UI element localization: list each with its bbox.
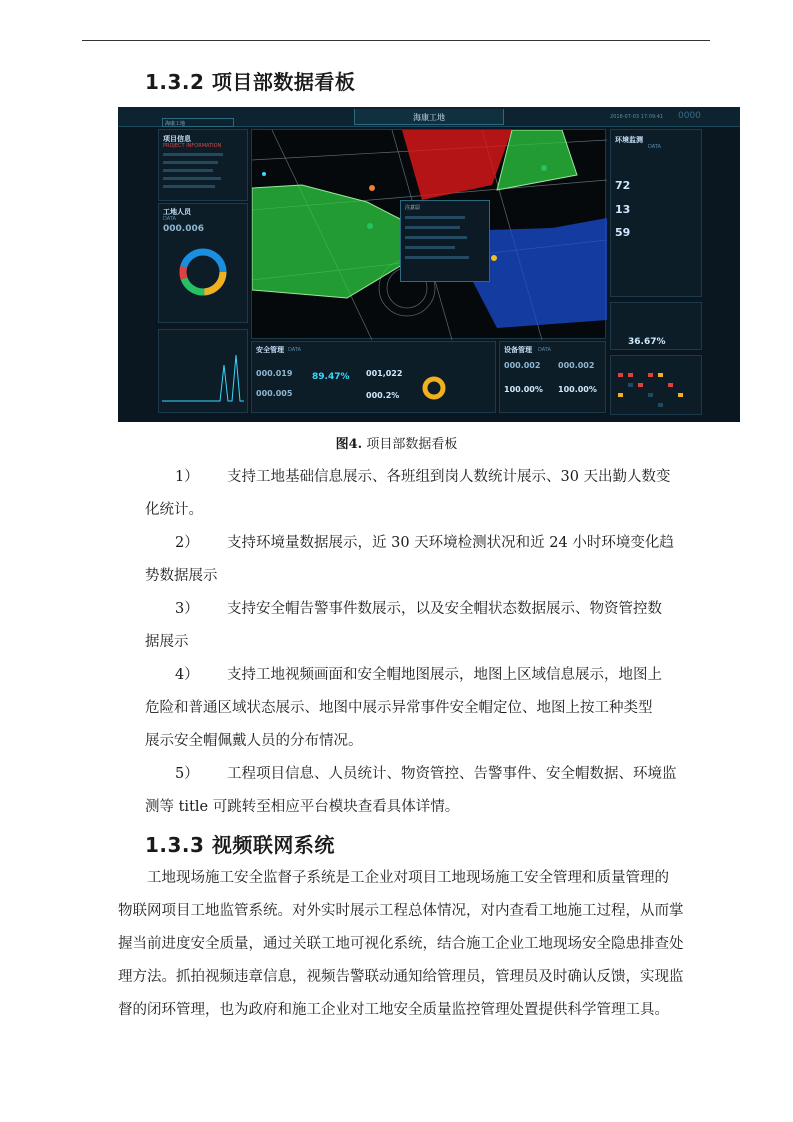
device-sub: DATA	[538, 347, 551, 353]
workers-donut-chart	[176, 245, 230, 299]
safety-sub: DATA	[288, 347, 301, 353]
header-time: 2018-07-03 17:09:41	[610, 114, 664, 120]
safety-count-2: 000.005	[256, 389, 293, 398]
list-item: 2） 支持环境量数据展示，近 30 天环境检测状况和近 24 小时环境变化趋 势数据展示	[145, 535, 674, 584]
safety-count-1: 000.019	[256, 369, 293, 378]
alarm-pct: 000.2%	[366, 391, 400, 400]
alarm-value: 001,022	[366, 369, 403, 378]
dashboard-title: 海康工地	[413, 113, 445, 122]
safety-pct: 89.47%	[312, 372, 350, 382]
env-grid	[616, 369, 696, 409]
env-pct: 36.67%	[628, 337, 666, 347]
map-popup[interactable]	[400, 200, 490, 282]
env-value-2: 13	[615, 203, 631, 216]
safety-title[interactable]: 安全管理	[256, 346, 284, 354]
dashboard-figure	[118, 107, 740, 422]
list-item: 3） 支持安全帽告警事件数展示，以及安全帽状态数据展示、物资管控数 据展示	[145, 601, 662, 650]
attendance-line-chart	[162, 345, 244, 407]
list-item: 4） 支持工地视频画面和安全帽地图展示，地图上区域信息展示，地图上 危险和普通区域状态展示、地图中展示异常事件安全帽定位、地图上按工种类型 展示安全帽佩戴人员的分布情况。	[145, 667, 662, 749]
header-rule	[82, 40, 710, 41]
header-counter: 0000	[678, 111, 701, 121]
section-heading-1-3-2: 1.3.2 项目部数据看板	[145, 70, 356, 94]
search-box[interactable]: 海康工地	[165, 121, 186, 127]
env-value-1: 72	[615, 179, 631, 192]
workers-sub: DATA	[163, 216, 176, 222]
figure-caption: 图4. 项目部数据看板	[335, 437, 458, 452]
env-sub: DATA	[648, 144, 661, 150]
project-info-sub: PROJECT INFORMATION	[163, 143, 222, 149]
section-heading-1-3-3: 1.3.3 视频联网系统	[145, 833, 335, 857]
project-info-title[interactable]: 项目信息	[163, 135, 191, 143]
list-item: 5） 工程项目信息、人员统计、物资管控、告警事件、安全帽数据、环境监 测等 title 可跳转至相应平台模块查看具体详情。	[145, 766, 677, 815]
env-title[interactable]: 环境监测	[615, 136, 643, 144]
workers-title[interactable]: 工地人员	[163, 208, 191, 216]
body-paragraph: 工地现场施工安全监督子系统是工企业对项目工地现场施工安全管理和质量管理的 物联网项目工地监管系统。对外实时展示工程总体情况，对内查看工地施工过程，从而掌 握当前进度安全质量，通过关联工地可视化系统，结合施工企业工地现场安全隐患排查处 理方法。抓拍视频违章信息，视频告警联动通知给管理员，管理员及时确认反馈，实现监 督的闭环管理，也为政府和施工企业对工地安全质量监控管理处置提供科学管理工具。	[118, 870, 684, 1018]
list-item: 1） 支持工地基础信息展示、各班组到岗人数统计展示、30 天出勤人数变 化统计。	[145, 469, 671, 518]
device-pct-a: 100.00%	[504, 385, 543, 394]
site-map[interactable]	[251, 129, 606, 339]
device-count-a: 000.002	[504, 361, 541, 370]
alarm-ring-chart	[421, 375, 447, 401]
device-pct-b: 100.00%	[558, 385, 597, 394]
workers-count: 000.006	[163, 224, 204, 234]
env-value-3: 59	[615, 226, 631, 239]
map-popup-title: 注意层	[405, 205, 421, 211]
device-title[interactable]: 设备管理	[504, 346, 532, 354]
device-count-b: 000.002	[558, 361, 595, 370]
